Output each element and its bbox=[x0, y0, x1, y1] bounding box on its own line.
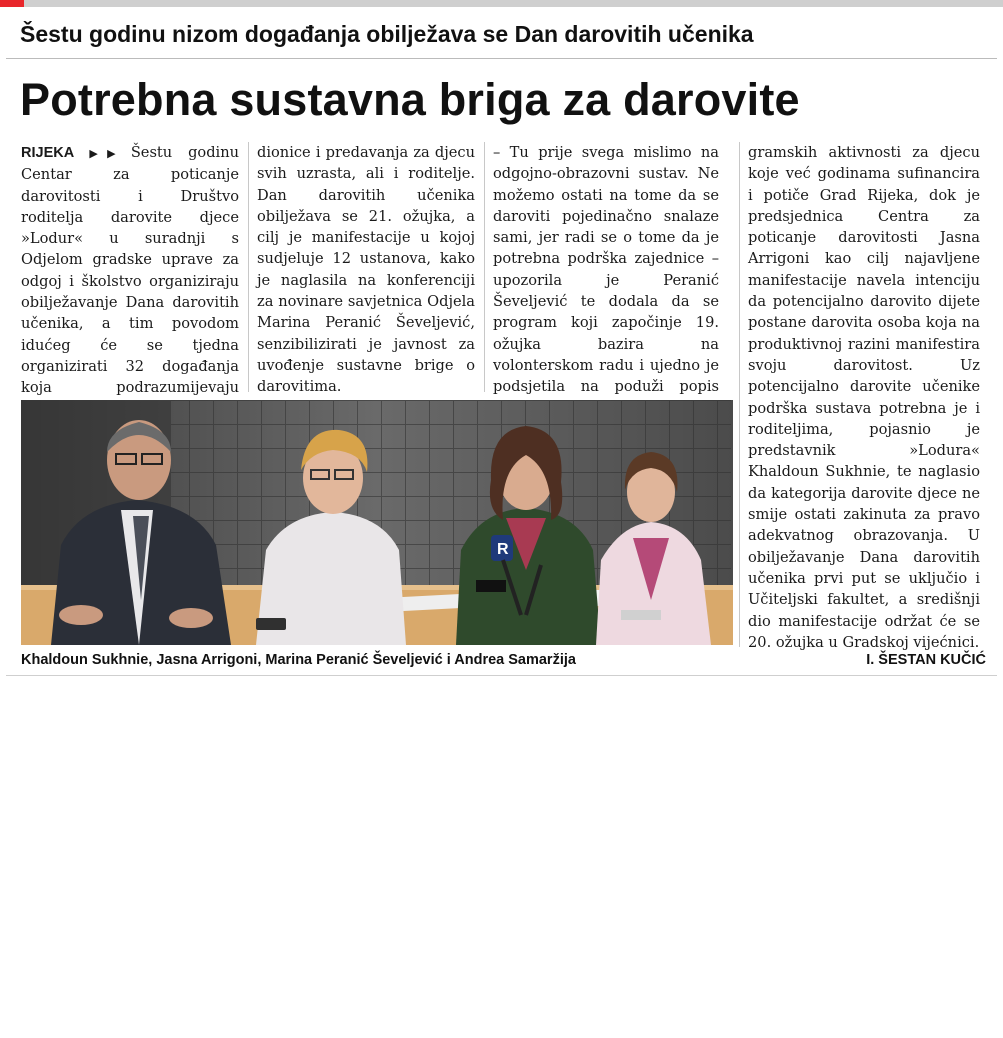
article-column-1 bbox=[21, 142, 239, 420]
top-accent-block bbox=[0, 0, 24, 7]
photo-credit: I. TOMIĆ bbox=[735, 997, 745, 1038]
article-column-3 bbox=[493, 142, 719, 419]
bottom-rule bbox=[6, 675, 997, 676]
column-2-text: dionice i predavanja za djecu svih uzrasta, ali i roditelje. Dan darovitih učenika obilježava se 21. ožujka, a cilj je manifestacije u kojoj sudjeluje 12 ustanova, kako je naglasila na konferenciji za novinare savjetnica Odjela Marina Peranić Ševeljević, senzibilizirati je javnost za uvođenje sustavne brige o darovitima. bbox=[257, 144, 475, 396]
article-column-2 bbox=[257, 142, 475, 398]
kicker-rule bbox=[6, 58, 997, 59]
column-1-text: Šestu godinu Centar za poticanje darovitosti i Društvo roditelja darovite djece »Lodur« u suradnji s Odjelom gradske uprave za odgoj i školstvo organiziraju obilježavanje Dana darovitih učenika, a tim povodom idućeg će se tjedna organizirati 32 događanja koja podrazumijevaju bbox=[21, 144, 240, 397]
photo-caption: Khaldoun Sukhnie, Jasna Arrigoni, Marina Peranić Ševeljević i Andrea Samaržija bbox=[21, 652, 576, 668]
column-divider bbox=[484, 142, 485, 392]
article-byline: I. ŠESTAN KUČIĆ bbox=[866, 652, 986, 668]
top-bar bbox=[0, 0, 1003, 7]
column-divider bbox=[739, 142, 740, 647]
article-headline: Potrebna sustavna briga za darovite bbox=[20, 74, 800, 125]
column-3-text: – Tu prije svega mislimo na odgojno-obrazovni sustav. Ne možemo ostati na tome da se daroviti pojedinačno snalaze sami, jer radi se o tome da je potrebna podrška zajednice – upozorila je Peranić Ševeljević te dodala da se program koji započinje 19. ožujka bazira na volonterskom radu i ujedno je podsjetila na poduži popis bbox=[493, 144, 719, 396]
column-divider bbox=[248, 142, 249, 392]
mic-flag-label: R bbox=[497, 541, 509, 558]
double-arrow-icon: ▶▶ bbox=[78, 147, 125, 160]
column-4-text: gramskih aktivnosti za djecu koje već godinama sufinancira i potiče Grad Rijeka, dok je predsjednica Centra za poticanje darovitosti Jasna Arrigoni kao cilj najavljene manifestacije navela intenciju da potencijalno darovito dijete postane darovita osoba koja na produktivnoj razini manifestira svoju darovitost. Uz potencijalno darovite učenike podrška sustava potrebna je i roditeljima, pojasnio je predstavnik »Lodura« Khaldoun Sukhnie, te naglasio da kategorija darovite djece ne smije ostati zakinuta za pravo adekvatnog obrazovanja. U obilježavanje Dana darovitih učenika prvi put se uključio i Učiteljski fakultet, a središnji dio manifestacije održat će se 20. ožujka u Gradskoj vijećnici. bbox=[748, 144, 980, 651]
article-kicker: Šestu godinu nizom događanja obilježava se Dan darovitih učenika bbox=[20, 21, 754, 47]
dateline: RIJEKA bbox=[21, 145, 75, 161]
article-column-4 bbox=[748, 142, 980, 653]
